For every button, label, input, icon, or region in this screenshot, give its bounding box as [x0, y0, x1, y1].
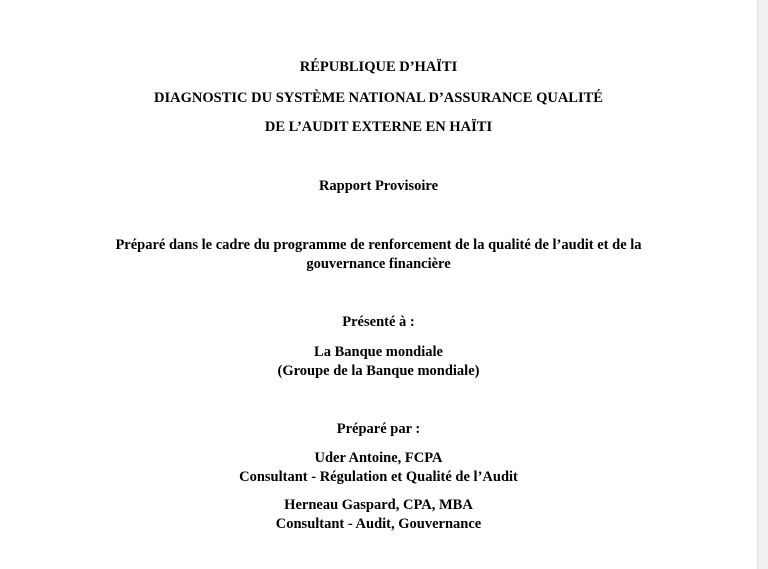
title-line-2: DE L’AUDIT EXTERNE EN HAÏTI	[264, 119, 493, 135]
title-line-1: DIAGNOSTIC DU SYSTÈME NATIONAL D’ASSURANCE QUALITÉ	[154, 90, 603, 106]
recipient-group: (Groupe de la Banque mondiale)	[277, 363, 480, 379]
page-edge	[757, 0, 768, 569]
author-name: Uder Antoine, FCPA	[314, 450, 443, 466]
author-name: Herneau Gaspard, CPA, MBA	[284, 497, 473, 513]
report-type: Rapport Provisoire	[318, 178, 439, 194]
recipient-name: La Banque mondiale	[314, 344, 443, 360]
context-line-1: Préparé dans le cadre du programme de renforcement de la qualité de l’audit et de la	[115, 237, 642, 253]
author-role: Consultant - Audit, Gouvernance	[275, 516, 482, 532]
country-heading: RÉPUBLIQUE D’HAÏTI	[299, 59, 458, 75]
context-line-2: gouvernance financière	[306, 256, 451, 272]
prepared-by-label: Préparé par :	[336, 421, 421, 437]
presented-to-label: Présenté à :	[342, 314, 415, 330]
author-role: Consultant - Régulation et Qualité de l’Audit	[239, 469, 518, 485]
